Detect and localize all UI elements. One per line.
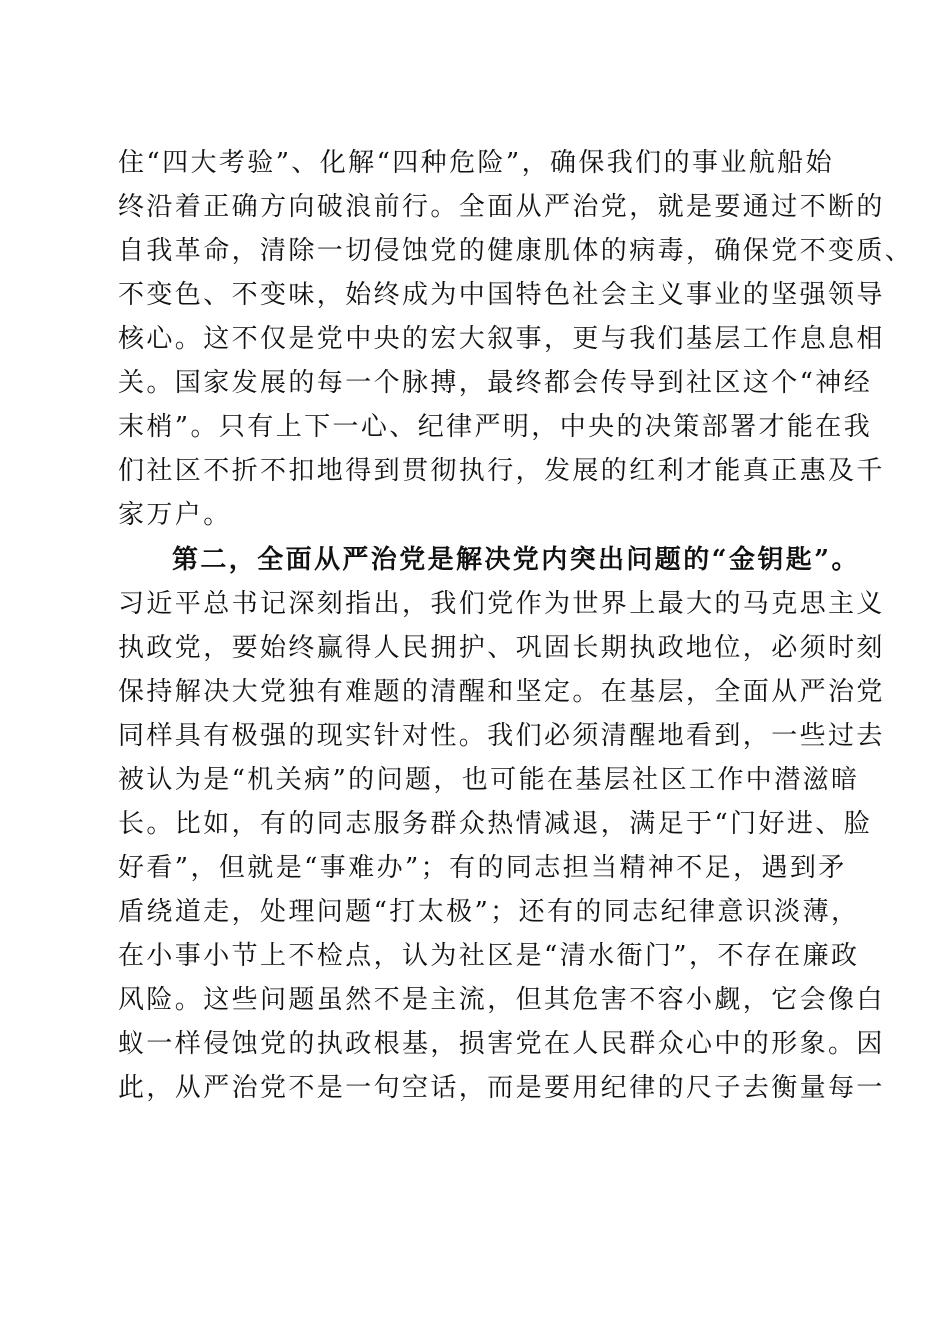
text-line: 终沿着正确方向破浪前行。全面从严治党，就是要通过不断的	[118, 192, 885, 222]
text-line: 习近平总书记深刻指出，我们党作为世界上最大的马克思主义	[118, 589, 885, 619]
text-line: 关。国家发展的每一个脉搏，最终都会传导到社区这个“神经	[118, 368, 873, 398]
text-line: 蚁一样侵蚀党的执政根基，损害党在人民群众心中的形象。因	[118, 1029, 885, 1059]
text-line: 盾绕道走，处理问题“打太极”；还有的同志纪律意识淡薄，	[118, 897, 860, 927]
text-line: 保持解决大党独有难题的清醒和坚定。在基层，全面从严治党	[118, 677, 885, 707]
text-line: 执政党，要始终赢得人民拥护、巩固长期执政地位，必须时刻	[118, 633, 885, 663]
text-line: 们社区不折不扣地得到贯彻执行，发展的红利才能真正惠及千	[118, 456, 885, 486]
text-line: 核心。这不仅是党中央的宏大叙事，更与我们基层工作息息相	[118, 324, 885, 354]
text-line: 此，从严治党不是一句空话，而是要用纪律的尺子去衡量每一	[118, 1073, 885, 1103]
text-line: 同样具有极强的现实针对性。我们必须清醒地看到，一些过去	[118, 721, 885, 751]
text-line: 自我革命，清除一切侵蚀党的健康肌体的病毒，确保党不变质、	[118, 236, 914, 266]
text-line: 被认为是“机关病”的问题，也可能在基层社区工作中潜滋暗	[118, 765, 860, 795]
text-line: 家万户。	[118, 500, 232, 530]
text-line: 不变色、不变味，始终成为中国特色社会主义事业的坚强领导	[118, 280, 885, 310]
text-line: 在小事小节上不检点，认为社区是“清水衙门”，不存在廉政	[118, 941, 860, 971]
text-line: 末梢”。只有上下一心、纪律严明，中央的决策部署才能在我	[118, 412, 873, 442]
text-line: 住“四大考验”、化解“四种危险”，确保我们的事业航船始	[118, 148, 834, 178]
text-line: 长。比如，有的同志服务群众热情减退，满足于“门好进、脸	[118, 809, 873, 839]
section-heading: 第二，全面从严治党是解决党内突出问题的“金钥匙”。	[172, 545, 860, 575]
text-line: 好看”，但就是“事难办”；有的同志担当精神不足，遇到矛	[118, 853, 847, 883]
text-line: 风险。这些问题虽然不是主流，但其危害不容小觑，它会像白	[118, 985, 885, 1015]
